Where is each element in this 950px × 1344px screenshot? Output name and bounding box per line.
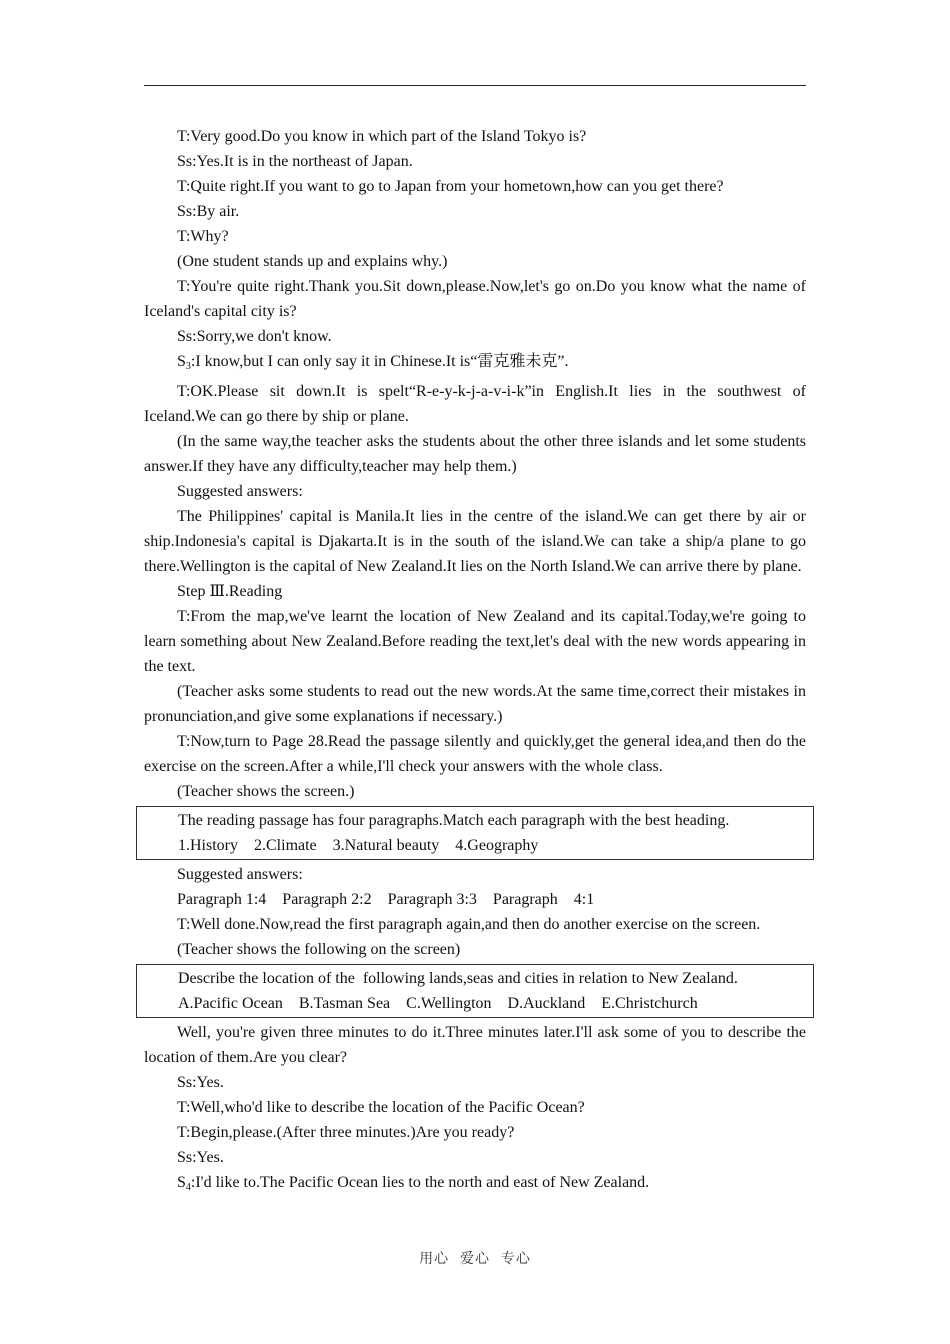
dialogue-line: Well, you're given three minutes to do it.Three minutes later.I'll ask some of you to describe the location of them.Are you clear? <box>144 1024 806 1066</box>
speaker-label: S <box>177 1174 186 1191</box>
dialogue-line: T:Now,turn to Page 28.Read the passage silently and quickly,get the general idea,and then do the exercise on the screen.After a while,I'll check your answers with the whole class. <box>144 733 806 775</box>
document-body <box>144 124 806 1200</box>
speaker-subscript: 3 <box>185 361 191 372</box>
exercise-box-headings <box>136 806 814 860</box>
speaker-label: S <box>177 353 186 370</box>
stage-direction: (Teacher asks some students to read out the new words.At the same time,correct their mistakes in pronunciation,and give some explanations if necessary.) <box>144 683 806 725</box>
dialogue-line: Ss:Yes. <box>177 1149 224 1166</box>
exercise-options: 1.History 2.Climate 3.Natural beauty 4.Geography <box>178 837 539 854</box>
exercise-box-locations <box>136 964 814 1018</box>
step-heading: Step Ⅲ.Reading <box>177 583 283 600</box>
dialogue-line: T:Quite right.If you want to go to Japan from your hometown,how can you get there? <box>177 178 724 195</box>
answer-paragraph: The Philippines' capital is Manila.It lies in the centre of the island.We can get there by air or ship.Indonesia's capital is Djakarta.It is in the south of the island.We can take a ship/a plane to go there.Wellington is the capital of New Zealand.It lies on the North Island.We can arrive there by plane. <box>144 508 806 575</box>
page-footer: 用心 爱心 专心 <box>419 1251 531 1267</box>
answer-line: Paragraph 1:4 Paragraph 2:2 Paragraph 3:3 Paragraph 4:1 <box>177 891 595 908</box>
exercise-instruction: Describe the location of the following lands,seas and cities in relation to New Zealand. <box>178 970 738 987</box>
dialogue-line <box>144 349 806 379</box>
exercise-options: A.Pacific Ocean B.Tasman Sea C.Wellington D.Auckland E.Christchurch <box>178 995 698 1012</box>
section-label: Suggested answers: <box>177 866 303 883</box>
dialogue-line: T:Very good.Do you know in which part of the Island Tokyo is? <box>177 128 587 145</box>
stage-direction: (Teacher shows the screen.) <box>177 783 355 800</box>
dialogue-line: T:Well,who'd like to describe the location of the Pacific Ocean? <box>177 1099 585 1116</box>
dialogue-text: :I know,but I can only say it in Chinese.It is“雷克雅未克”. <box>190 353 569 370</box>
stage-direction: (In the same way,the teacher asks the students about the other three islands and let some students answer.If they have any difficulty,teacher may help them.) <box>144 433 806 475</box>
exercise-instruction: The reading passage has four paragraphs.Match each paragraph with the best heading. <box>178 812 730 829</box>
speaker-subscript: 4 <box>185 1182 191 1193</box>
section-label: Suggested answers: <box>177 483 303 500</box>
dialogue-line: Ss:Yes. <box>177 1074 224 1091</box>
dialogue-line: Ss:By air. <box>177 203 240 220</box>
dialogue-line <box>144 1170 806 1200</box>
dialogue-line: T:From the map,we've learnt the location of New Zealand and its capital.Today,we're going to learn something about New Zealand.Before reading the text,let's deal with the new words appearing in the text. <box>144 608 806 675</box>
dialogue-line: T:Why? <box>177 228 229 245</box>
stage-direction: (Teacher shows the following on the screen) <box>177 941 461 958</box>
dialogue-line: T:Begin,please.(After three minutes.)Are you ready? <box>177 1124 515 1141</box>
dialogue-line: T:OK.Please sit down.It is spelt“R-e-y-k-j-a-v-i-k”in English.It lies in the southwest of Iceland.We can go there by ship or plane. <box>144 383 806 425</box>
dialogue-line: T:Well done.Now,read the first paragraph again,and then do another exercise on the screen. <box>177 916 761 933</box>
header-rule <box>144 85 806 86</box>
dialogue-line: Ss:Sorry,we don't know. <box>177 328 332 345</box>
dialogue-line: Ss:Yes.It is in the northeast of Japan. <box>177 153 413 170</box>
stage-direction: (One student stands up and explains why.) <box>177 253 448 270</box>
dialogue-line: T:You're quite right.Thank you.Sit down,please.Now,let's go on.Do you know what the name of Iceland's capital city is? <box>144 278 806 320</box>
dialogue-text: :I'd like to.The Pacific Ocean lies to the north and east of New Zealand. <box>190 1174 650 1191</box>
